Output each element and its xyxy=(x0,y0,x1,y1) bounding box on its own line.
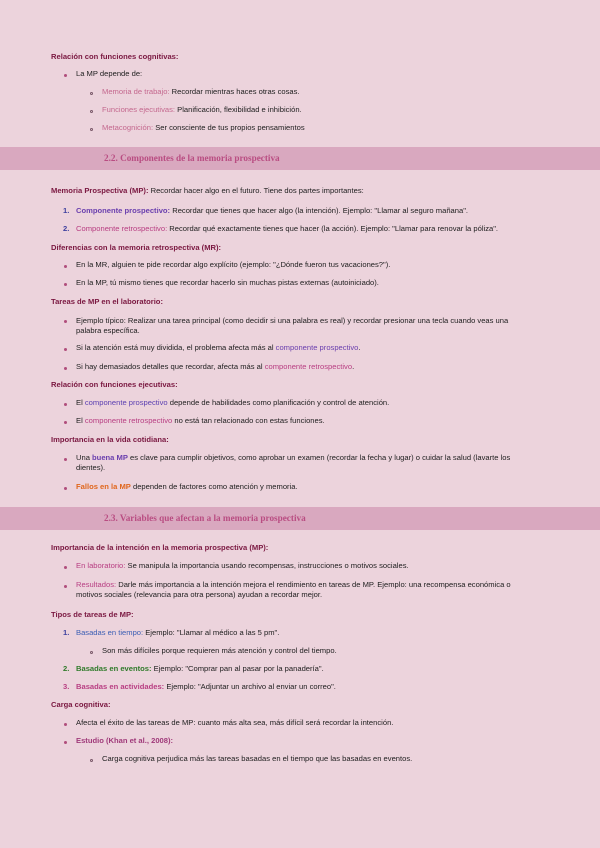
sub-bullet xyxy=(90,759,93,762)
bullet xyxy=(64,741,67,744)
list-item: Funciones ejecutivas: Planificación, flexibilidad e inhibición. xyxy=(102,105,302,114)
definition-line: Memoria Prospectiva (MP): Recordar hacer algo en el futuro. Tiene dos partes importantes: xyxy=(51,186,364,195)
heading-retrospective: Diferencias con la memoria retrospectiva (MR): xyxy=(51,243,222,252)
bullet xyxy=(64,421,67,424)
heading-intention: Importancia de la intención en la memoria prospectiva (MP): xyxy=(51,543,269,552)
sub-bullet xyxy=(90,651,93,654)
list-number: 1. xyxy=(63,628,70,637)
heading-daily-life: Importancia en la vida cotidiana: xyxy=(51,435,169,444)
list-item: Si hay demasiados detalles que recordar, afecta más al componente retrospectivo. xyxy=(76,362,355,371)
bullet xyxy=(64,74,67,77)
sub-bullet xyxy=(90,128,93,131)
list-item: Ejemplo típico: Realizar una tarea principal (como decidir si una palabra es real) y recordar presionar una tecla cuando veas una xyxy=(76,316,509,325)
list-item: El componente retrospectivo no está tan relacionado con estas funciones. xyxy=(76,416,325,425)
heading-cognitive-functions: Relación con funciones cognitivas: xyxy=(51,52,179,61)
bullet xyxy=(64,566,67,569)
section-title: 2.3. Variables que afectan a la memoria prospectiva xyxy=(104,513,306,523)
list-item: El componente prospectivo depende de habilidades como planificación y control de atención. xyxy=(76,398,390,407)
sub-bullet xyxy=(90,110,93,113)
bullet xyxy=(64,320,67,323)
bullet xyxy=(64,283,67,286)
list-number: 2. xyxy=(63,224,70,233)
list-item: Basadas en actividades: Ejemplo: "Adjuntar un archivo al enviar un correo". xyxy=(76,682,336,691)
bullet xyxy=(64,458,67,461)
list-item: En la MP, tú mismo tienes que recordar hacerlo sin muchas pistas externas (autoiniciado). xyxy=(76,278,379,287)
list-item: Carga cognitiva perjudica más las tareas basadas en el tiempo que las basadas en eventos. xyxy=(102,754,413,763)
list-item: Basadas en tiempo: Ejemplo: "Llamar al médico a las 5 pm". xyxy=(76,628,280,637)
list-item: Una buena MP es clave para cumplir objetivos, como aprobar un examen (recordar la fecha y lugar) o cuidar la salud (lavarte los xyxy=(76,453,511,462)
list-item-continued: dientes). xyxy=(76,463,106,472)
list-item: Componente prospectivo: Recordar que tienes que hacer algo (la intención). Ejemplo: "Llamar al seguro mañana". xyxy=(76,206,469,215)
sub-bullet xyxy=(90,92,93,95)
bullet xyxy=(64,265,67,268)
list-item-continued: motivos sociales (relevancia para otra persona) ayudan a recordar mejor. xyxy=(76,590,323,599)
list-item: Resultados: Darle más importancia a la intención mejora el rendimiento en tareas de MP. Ejemplo: una recompensa económica o xyxy=(76,580,511,589)
term: Memoria de trabajo: xyxy=(102,87,170,96)
bullet xyxy=(64,403,67,406)
term: Metacognición: xyxy=(102,123,154,132)
list-item: Fallos en la MP dependen de factores como atención y memoria. xyxy=(76,482,298,491)
list-item-continued: palabra específica. xyxy=(76,326,140,335)
heading-task-types: Tipos de tareas de MP: xyxy=(51,610,134,619)
term: Funciones ejecutivas: xyxy=(102,105,176,114)
list-item: Si la atención está muy dividida, el problema afecta más al componente prospectivo. xyxy=(76,343,361,352)
list-item: Componente retrospectivo: Recordar qué exactamente tienes que hacer (la acción). Ejemplo: "Llamar para renovar la póliza". xyxy=(76,224,499,233)
list-item: Estudio (Khan et al., 2008): xyxy=(76,736,174,745)
section-band xyxy=(0,147,600,170)
section-band xyxy=(0,507,600,530)
list-number: 1. xyxy=(63,206,70,215)
bullet xyxy=(64,367,67,370)
heading-executive: Relación con funciones ejecutivas: xyxy=(51,380,178,389)
list-item: Son más difíciles porque requieren más atención y control del tiempo. xyxy=(102,646,337,655)
bullet xyxy=(64,487,67,490)
list-item: En laboratorio: Se manipula la importancia usando recompensas, instrucciones o motivos sociales. xyxy=(76,561,409,570)
list-number: 2. xyxy=(63,664,70,673)
list-number: 3. xyxy=(63,682,70,691)
bullet xyxy=(64,723,67,726)
list-item: Memoria de trabajo: Recordar mientras haces otras cosas. xyxy=(102,87,300,96)
heading-lab: Tareas de MP en el laboratorio: xyxy=(51,297,163,306)
bullet xyxy=(64,585,67,588)
heading-cognitive-load: Carga cognitiva: xyxy=(51,700,111,709)
list-item: Afecta el éxito de las tareas de MP: cuanto más alta sea, más difícil será recordar la intención. xyxy=(76,718,394,727)
list-item: En la MR, alguien te pide recordar algo explícito (ejemplo: "¿Dónde fueron tus vacaciones?"). xyxy=(76,260,391,269)
section-title: 2.2. Componentes de la memoria prospectiva xyxy=(104,153,280,163)
bullet xyxy=(64,348,67,351)
list-item: La MP depende de: xyxy=(76,69,143,78)
list-item: Metacognición: Ser consciente de tus propios pensamientos xyxy=(102,123,305,132)
list-item: Basadas en eventos: Ejemplo: "Comprar pan al pasar por la panadería". xyxy=(76,664,324,673)
